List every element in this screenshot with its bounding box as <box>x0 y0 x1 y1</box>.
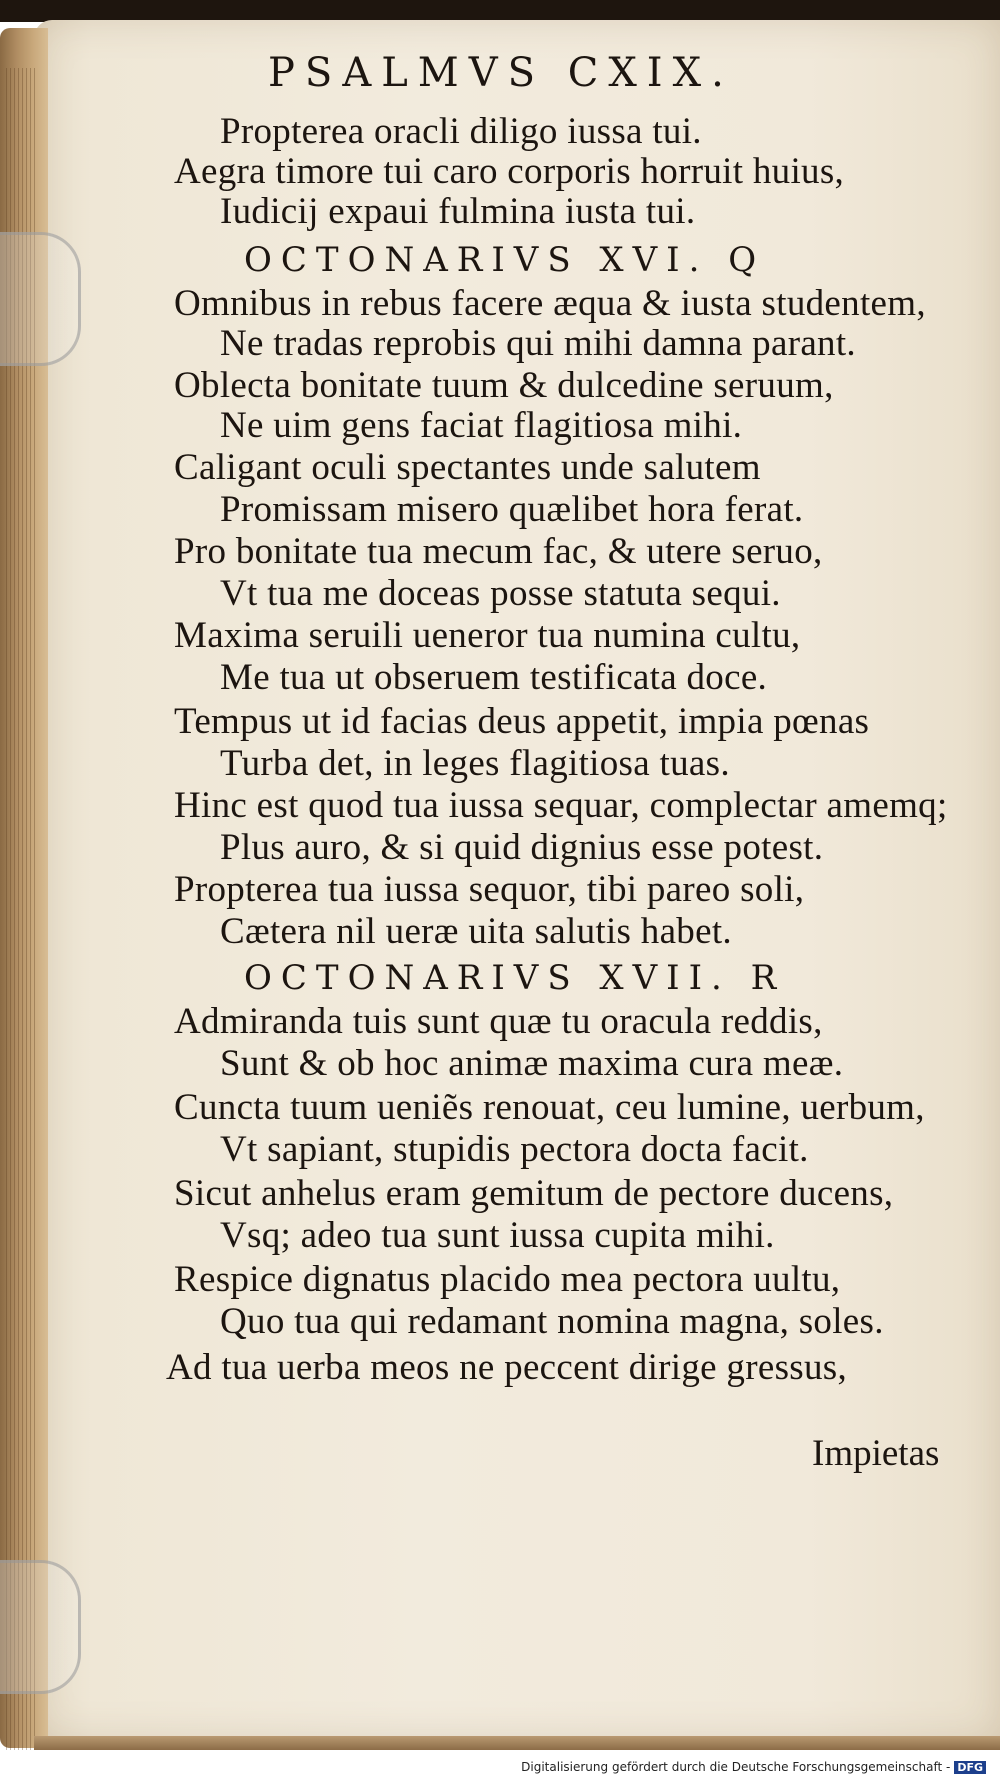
verse-line: Plus auro, & si quid dignius esse potest. <box>220 827 824 868</box>
verse-line: Quo tua qui redamant nomina magna, soles. <box>220 1301 884 1342</box>
verse-line: Admiranda tuis sunt quæ tu oracula reddis, <box>174 1001 823 1042</box>
verse-line: Vt tua me doceas posse statuta sequi. <box>220 573 781 614</box>
verse-line: Cuncta tuum ueniẽs renouat, ceu lumine, uerbum, <box>174 1087 925 1128</box>
verse-line: Propterea tua iussa sequor, tibi pareo soli, <box>174 869 805 910</box>
verse-line: Vsq; adeo tua sunt iussa cupita mihi. <box>220 1215 775 1256</box>
section-heading: OCTONARIVS XVI. Q <box>244 240 766 280</box>
verse-line: Caligant oculi spectantes unde salutem <box>174 447 761 488</box>
verse-line: Tempus ut id facias deus appetit, impia pœnas <box>174 701 870 742</box>
verse-line: Ad tua uerba meos ne peccent dirige gressus, <box>166 1347 848 1388</box>
verse-line: Ne uim gens faciat flagitiosa mihi. <box>220 405 743 446</box>
catchword: Impietas <box>812 1433 940 1474</box>
credit-text: Digitalisierung gefördert durch die Deutsche Forschungsgemeinschaft - <box>521 1760 951 1774</box>
verse-line: Omnibus in rebus facere æqua & iusta studentem, <box>174 283 926 324</box>
verse-line: Hinc est quod tua iussa sequar, complectar amemq; <box>174 785 948 826</box>
digitization-credit <box>521 1760 986 1774</box>
section-heading: OCTONARIVS XVII. R <box>244 958 786 998</box>
verse-line: Aegra timore tui caro corporis horruit huius, <box>174 151 845 192</box>
verse-line: Maxima seruili ueneror tua numina cultu, <box>174 615 801 656</box>
verse-line: Cætera nil ueræ uita salutis habet. <box>220 911 732 952</box>
verse-line: Respice dignatus placido mea pectora uultu, <box>174 1259 841 1300</box>
dfg-logo: DFG <box>954 1761 986 1774</box>
running-header: PSALMVS CXIX. <box>268 50 734 96</box>
verse-line: Sicut anhelus eram gemitum de pectore ducens, <box>174 1173 894 1214</box>
verse-line: Promissam misero quælibet hora ferat. <box>220 489 804 530</box>
verse-line: Sunt & ob hoc animæ maxima cura meæ. <box>220 1043 844 1084</box>
verse-line: Oblecta bonitate tuum & dulcedine seruum, <box>174 365 834 406</box>
verse-line: Me tua ut obseruem testificata doce. <box>220 657 768 698</box>
verse-line: Vt sapiant, stupidis pectora docta facit. <box>220 1129 809 1170</box>
verse-line: Propterea oracli diligo iussa tui. <box>220 111 702 152</box>
verse-line: Turba det, in leges flagitiosa tuas. <box>220 743 730 784</box>
verse-line: Pro bonitate tua mecum fac, & utere seruo, <box>174 531 823 572</box>
verse-line: Iudicij expaui fulmina iusta tui. <box>220 191 696 232</box>
verse-line: Ne tradas reprobis qui mihi damna parant. <box>220 323 856 364</box>
